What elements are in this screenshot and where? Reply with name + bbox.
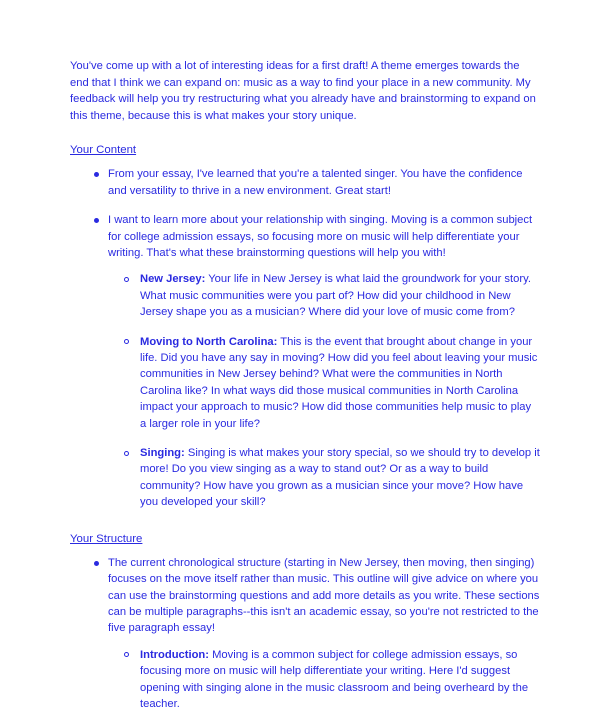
intro-paragraph: You've come up with a lot of interesting ideas for a first draft! A theme emerges towards the end that I think we can expand on: music as a way to find your place in a new community. My feedback will help you try restructuring what you already have and brainstorming to expand on this theme, because this is what makes your story unique. bbox=[70, 60, 536, 122]
sub-bullet-lead: Moving to North Carolina: bbox=[140, 335, 278, 348]
sub-bullet-body: Moving is a common subject for college admission essays, so focusing more on music will help differentiate your writing. Here I'd suggest opening with singing alone in the music classroom and being overheard by the teacher. bbox=[140, 648, 529, 710]
bullet-text: From your essay, I've learned that you're a talented singer. You have the confidence and versatility to thrive in a new environment. Great start! bbox=[108, 168, 523, 197]
sub-bullet-text bbox=[140, 271, 540, 320]
list-item bbox=[108, 647, 540, 713]
sub-bullet-lead: Introduction: bbox=[140, 648, 209, 661]
list-item bbox=[108, 271, 540, 320]
sub-bullet-list bbox=[108, 647, 540, 713]
sub-bullet-body: This is the event that brought about change in your life. Did you have any say in moving? How did you feel about leaving your music communities in New Jersey behind? What were the communities in North Carolina like? In what ways did those musical communities in North Carolina impact your approach to music? How did those communities help music to play a larger role in your life? bbox=[140, 335, 538, 430]
sub-bullet-text bbox=[140, 647, 540, 713]
bullet-list-your-structure bbox=[70, 555, 540, 713]
section-heading-your-content: Your Content bbox=[70, 144, 137, 157]
sub-bullet-list bbox=[108, 271, 540, 510]
sub-bullet-body: Singing is what makes your story special, so we should try to develop it more! Do you view singing as a way to stand out? Or as a way to build community? How have you grown as a musician since your move? How have you developed your skill? bbox=[140, 447, 540, 509]
bullet-text: I want to learn more about your relationship with singing. Moving is a common subject for college admission essays, so focusing more on music will help differentiate your writing. That's what these brainstorming questions will help you with! bbox=[108, 214, 533, 259]
sub-bullet-lead: New Jersey: bbox=[140, 273, 206, 286]
sub-bullet-lead: Singing: bbox=[140, 447, 185, 460]
list-item bbox=[70, 212, 540, 511]
section-heading-your-structure: Your Structure bbox=[70, 532, 143, 545]
section-your-content bbox=[70, 142, 540, 510]
list-item bbox=[108, 445, 540, 511]
list-item bbox=[70, 555, 540, 713]
bullet-text: The current chronological structure (starting in New Jersey, then moving, then singing) focuses on the move itself rather than music. This outline will give advice on where you can use the brainstorming questions and add more details as you write. These sections can be multiple paragraphs--this isn't an academic essay, so you're not restricted to the five paragraph essay! bbox=[108, 556, 540, 635]
sub-bullet-text bbox=[140, 445, 540, 511]
sub-bullet-text bbox=[140, 334, 540, 432]
list-item bbox=[70, 166, 540, 199]
sub-bullet-body: Your life in New Jersey is what laid the groundwork for your story. What music communities were you part of? How did your childhood in New Jersey shape you as a musician? Where did your love of music come from? bbox=[140, 273, 531, 319]
list-item bbox=[108, 334, 540, 432]
section-your-structure bbox=[70, 531, 540, 713]
bullet-list-your-content bbox=[70, 166, 540, 510]
